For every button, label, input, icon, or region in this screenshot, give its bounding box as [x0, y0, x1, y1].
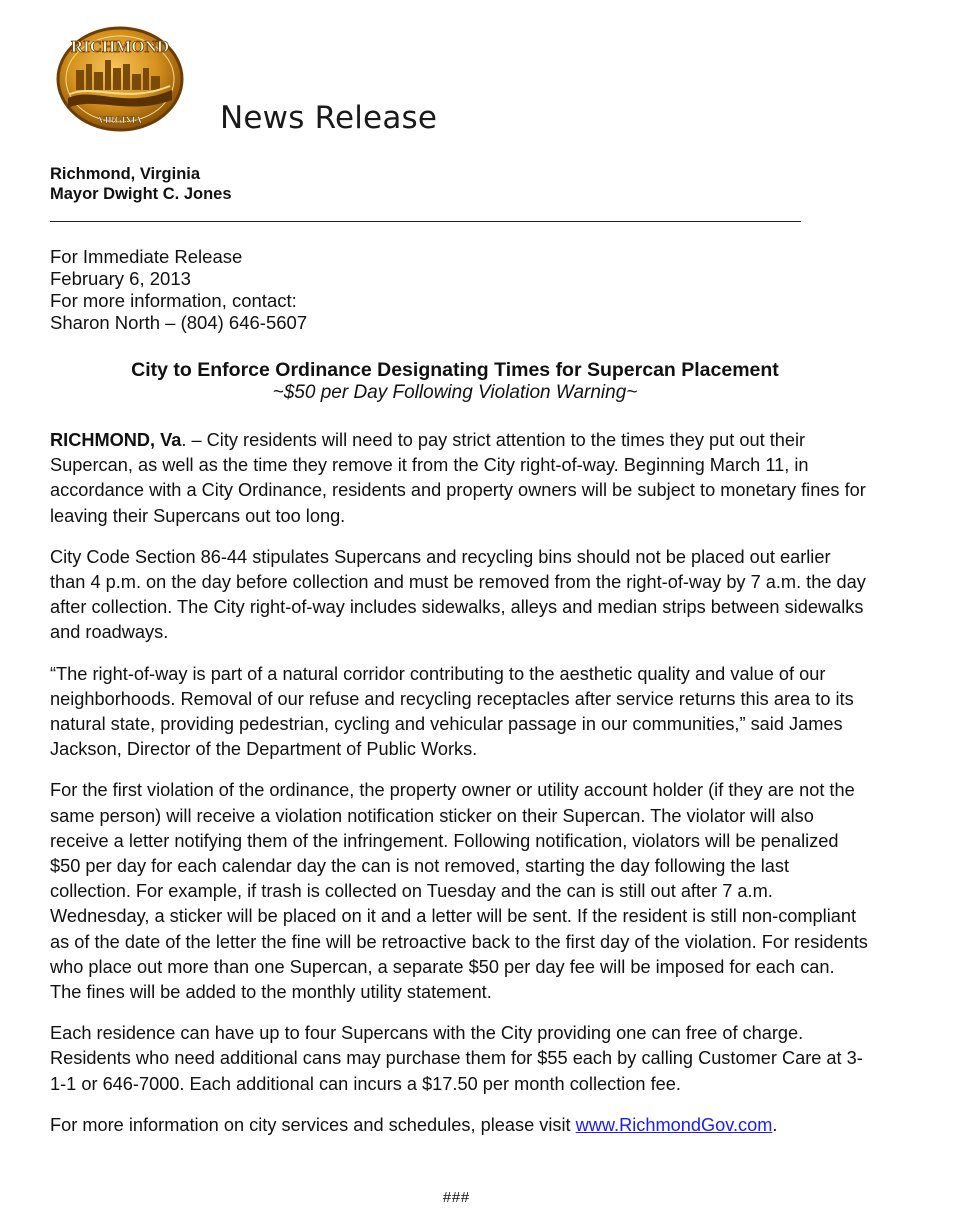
- headline-title: City to Enforce Ordinance Designating Times for Supercan Placement: [131, 359, 779, 381]
- contact-label: For more information, contact:: [50, 290, 297, 311]
- paragraph-5: Each residence can have up to four Supercans with the City providing one can free of charge. Residents who need additional cans may purchase them for $55 each by calling Customer Care at 3-1-1 or 646-7000. Each additional can incurs a $17.50 per month collection fee.: [50, 1023, 863, 1094]
- organization-block: [50, 164, 232, 204]
- headline-subtitle: ~$50 per Day Following Violation Warning~: [272, 382, 638, 403]
- org-mayor: Mayor Dwight C. Jones: [50, 185, 232, 203]
- release-status: For Immediate Release: [50, 246, 243, 267]
- dateline: RICHMOND, Va: [50, 430, 182, 450]
- paragraph-6-text: For more information on city services and schedules, please visit: [50, 1114, 576, 1135]
- paragraph-3: “The right-of-way is part of a natural corridor contributing to the aesthetic quality and value of our neighborhoods. Removal of our refuse and recycling receptacles after service returns this area to its natural state, providing pedestrian, cycling and vehicular passage in our communities,” said James Jackson, Director of the Department of Public Works.: [50, 663, 854, 760]
- richmond-virginia-logo: [54, 24, 186, 134]
- org-location: Richmond, Virginia: [50, 165, 201, 183]
- paragraph-6: [50, 1113, 870, 1138]
- paragraph-1: [50, 428, 870, 529]
- paragraph-2: City Code Section 86-44 stipulates Supercans and recycling bins should not be placed out earlier than 4 p.m. on the day before collection and must be removed from the right-of-way by 7 a.m. the day after collection. The City right-of-way includes sidewalks, alleys and median strips between sidewalks and roadways.: [50, 546, 866, 643]
- paragraph-4: For the first violation of the ordinance, the property owner or utility account holder (if they are not the same person) will receive a violation notification sticker on their Supercan. The violator will also receive a letter notifying them of the infringement. Following notification, violators will be penalized $50 per day for each calendar day the can is not removed, starting the day following the last collection. For example, if trash is collected on Tuesday and the can is still out after 7 a.m. Wednesday, a sticker will be placed on it and a letter will be sent. If the resident is still non-compliant as of the date of the letter the fine will be retroactive back to the first day of the violation. For residents who place out more than one Supercan, a separate $50 per day fee will be imposed for each can. The fines will be added to the monthly utility statement.: [50, 780, 868, 1003]
- logo-text-bottom: VIRGINIA: [98, 115, 142, 125]
- contact-info: Sharon North – (804) 646-5607: [50, 312, 308, 333]
- release-body: [50, 428, 870, 1154]
- logo-text-top: RICHMOND: [70, 37, 170, 56]
- paragraph-6-end: .: [772, 1114, 778, 1135]
- headline-block: [50, 358, 860, 404]
- paragraph-1-text: . – City residents will need to pay strict attention to the times they put out their Supercan, as well as the time they remove it from the City right-of-way. Beginning March 11, in accordance with a City Ordinance, residents and property owners will be subject to monetary fines for leaving their Supercans out too long.: [50, 430, 866, 526]
- doc-type-heading: News Release: [220, 100, 438, 136]
- release-date: February 6, 2013: [50, 268, 191, 289]
- richmondgov-link[interactable]: www.RichmondGov.com: [575, 1114, 773, 1135]
- end-mark: ###: [442, 1190, 470, 1207]
- header-divider: [50, 221, 801, 222]
- release-meta: [50, 246, 307, 334]
